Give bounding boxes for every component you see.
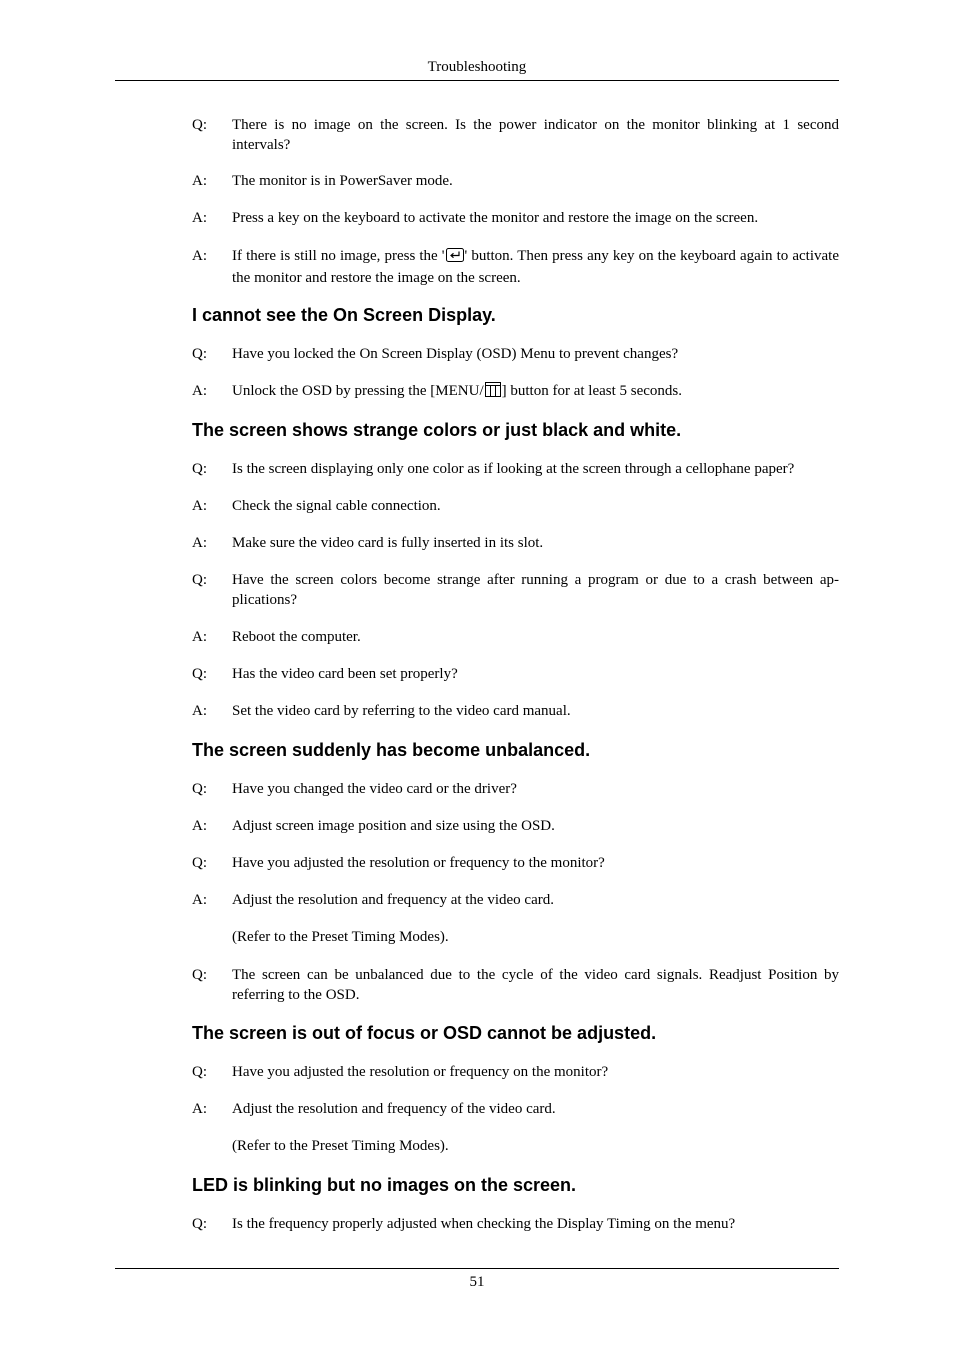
answer-text: Adjust the resolution and frequency of the video card.: [232, 1101, 556, 1117]
qa-item: [192, 890, 839, 910]
footer-rule: [115, 1268, 839, 1269]
question-text: Has the video card been set properly?: [232, 666, 458, 682]
qa-item: [192, 381, 839, 403]
question-label: Q:: [192, 855, 207, 871]
qa-item: [192, 171, 839, 191]
qa-item: [192, 779, 839, 799]
question-text: Have you adjusted the resolution or frequency on the monitor?: [232, 1064, 609, 1080]
question-text: Is the frequency properly adjusted when checking the Display Timing on the menu?: [232, 1216, 736, 1232]
qa-item: [192, 853, 839, 873]
menu-key-icon: [485, 382, 501, 403]
section-heading: I cannot see the On Screen Display.: [192, 305, 496, 325]
answer-text: The monitor is in PowerSaver mode.: [232, 173, 453, 189]
question-text: Have you adjusted the resolution or frequency to the monitor?: [232, 855, 605, 871]
enter-key-icon: [446, 248, 464, 268]
question-label: Q:: [192, 461, 207, 477]
answer-label: A:: [192, 629, 207, 645]
question-text: The screen can be unbalanced due to the cycle of the video card signals. Readjust Position by referring to the OSD.: [232, 967, 839, 1003]
page-number: 51: [469, 1274, 485, 1290]
question-text: Have the screen colors become strange after running a program or due to a crash between ap-plications?: [232, 572, 839, 608]
question-label: Q:: [192, 117, 207, 133]
answer-text: Reboot the computer.: [232, 629, 361, 645]
answer-label: A:: [192, 1101, 207, 1117]
qa-item: [192, 1099, 839, 1119]
section-heading: The screen shows strange colors or just black and white.: [192, 420, 682, 440]
header-rule: [115, 80, 839, 81]
question-text: There is no image on the screen. Is the power indicator on the monitor blinking at 1 second intervals?: [232, 117, 839, 153]
answer-label: A:: [192, 535, 207, 551]
question-label: Q:: [192, 666, 207, 682]
answer-label: A:: [192, 210, 207, 226]
note-text: (Refer to the Preset Timing Modes).: [232, 929, 449, 945]
section-heading: LED is blinking but no images on the screen.: [192, 1175, 577, 1195]
qa-item: [192, 208, 839, 228]
answer-label: A:: [192, 173, 207, 189]
qa-item: [192, 496, 839, 516]
answer-label: A:: [192, 248, 207, 264]
note-item: [192, 1136, 839, 1156]
answer-text: Check the signal cable connection.: [232, 498, 441, 514]
answer-text: Adjust screen image position and size using the OSD.: [232, 818, 555, 834]
qa-item: [192, 344, 839, 364]
answer-text-start: If there is still no image, press the ': [232, 248, 445, 264]
question-text: Is the screen displaying only one color as if looking at the screen through a cellophane paper?: [232, 461, 795, 477]
answer-text: Set the video card by referring to the video card manual.: [232, 703, 571, 719]
question-label: Q:: [192, 1216, 207, 1232]
answer-label: A:: [192, 818, 207, 834]
answer-text-end: ] button for at least 5 seconds.: [501, 383, 683, 399]
answer-text: Press a key on the keyboard to activate the monitor and restore the image on the screen.: [232, 210, 759, 226]
qa-item: [192, 115, 839, 155]
section-heading: The screen is out of focus or OSD cannot be adjusted.: [192, 1023, 657, 1043]
note-text: (Refer to the Preset Timing Modes).: [232, 1138, 449, 1154]
qa-item: [192, 459, 839, 479]
note-item: [192, 927, 839, 947]
question-label: Q:: [192, 1064, 207, 1080]
qa-item: [192, 816, 839, 836]
question-label: Q:: [192, 781, 207, 797]
answer-label: A:: [192, 383, 207, 399]
question-label: Q:: [192, 967, 207, 983]
running-header: Troubleshooting: [427, 59, 527, 75]
qa-item: [192, 627, 839, 647]
qa-item: [192, 533, 839, 553]
answer-text: [232, 381, 839, 403]
answer-text: Adjust the resolution and frequency at the video card.: [232, 892, 554, 908]
qa-item: [192, 664, 839, 684]
question-label: Q:: [192, 572, 207, 588]
question-text: Have you changed the video card or the driver?: [232, 781, 517, 797]
answer-label: A:: [192, 703, 207, 719]
answer-text-end: ' button. Then press any key on the keyboard again to activate the monitor and restore the image on the screen.: [232, 248, 839, 286]
answer-text: [232, 246, 839, 288]
qa-item: [192, 1214, 839, 1234]
question-label: Q:: [192, 346, 207, 362]
qa-item: [192, 965, 839, 1005]
qa-item: [192, 570, 839, 610]
answer-text: Make sure the video card is fully inserted in its slot.: [232, 535, 544, 551]
answer-label: A:: [192, 892, 207, 908]
qa-item: [192, 701, 839, 721]
section-heading: The screen suddenly has become unbalanced.: [192, 740, 591, 760]
answer-label: A:: [192, 498, 207, 514]
answer-text-start: Unlock the OSD by pressing the [MENU/: [232, 383, 484, 399]
question-text: Have you locked the On Screen Display (OSD) Menu to prevent changes?: [232, 346, 679, 362]
qa-item: [192, 1062, 839, 1082]
qa-item: [192, 246, 839, 288]
